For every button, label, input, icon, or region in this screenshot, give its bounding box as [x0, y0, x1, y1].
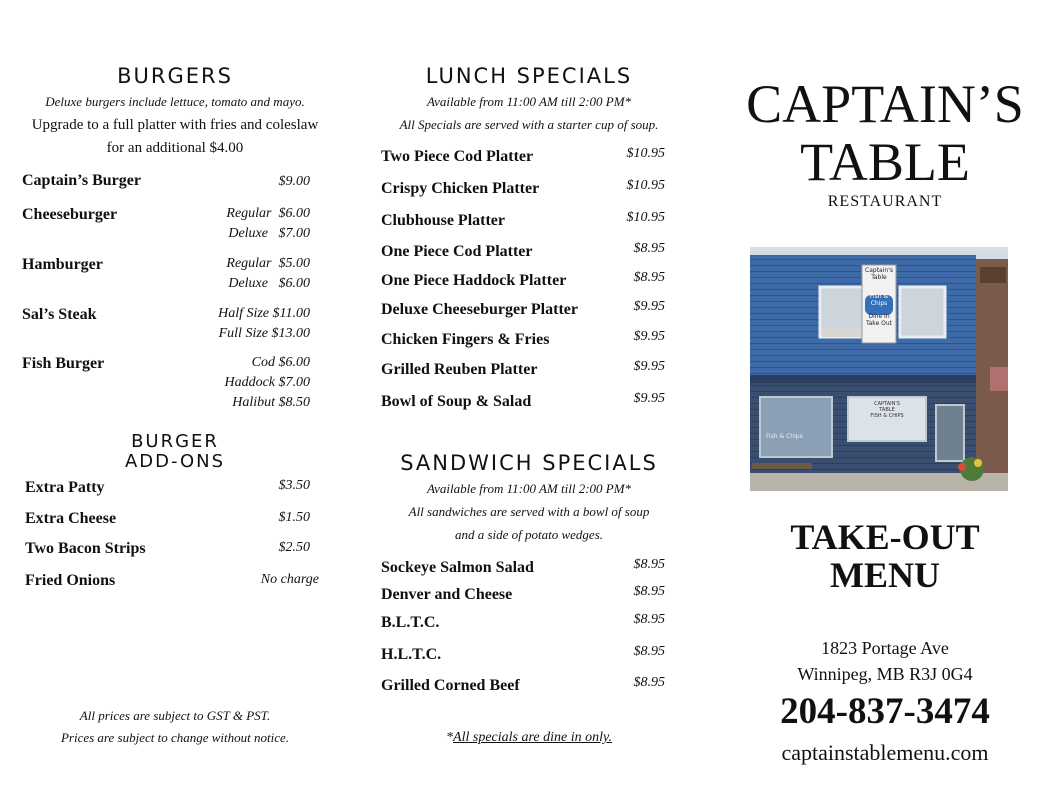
- burgers-deluxe-note: Deluxe burgers include lettuce, tomato and mayo.: [45, 94, 305, 109]
- dine-in-text: All specials are dine in only.: [453, 730, 612, 745]
- menu-item-name: Cheeseburger: [22, 206, 118, 223]
- menu-item-price-list: Cod $6.00 Haddock $7.00 Halibut $8.50: [224, 355, 310, 410]
- sandwich-specials-heading: SANDWICH SPECIALS: [400, 451, 658, 475]
- menu-item-price: $9.95: [633, 391, 665, 406]
- address-street: 1823 Portage Ave: [821, 638, 949, 658]
- addons-heading-line2: ADD-ONS: [124, 451, 226, 472]
- lunch-availability-note: Available from 11:00 AM till 2:00 PM*: [426, 94, 632, 109]
- menu-item-name: Hamburger: [22, 256, 103, 273]
- restaurant-name-line1: CAPTAIN’S: [746, 74, 1024, 134]
- dine-in-note: [372, 730, 686, 746]
- burgers-upgrade-price-note: for an additional $4.00: [106, 140, 244, 156]
- sandwich-availability-note: Available from 11:00 AM till 2:00 PM*: [426, 481, 632, 496]
- menu-item-name: Sockeye Salmon Salad: [381, 559, 534, 576]
- list-item: [381, 243, 665, 263]
- list-item: [381, 148, 665, 168]
- menu-item-price: $8.95: [633, 675, 665, 690]
- tax-note: All prices are subject to GST & PST.: [79, 708, 271, 723]
- menu-item-name: Crispy Chicken Platter: [381, 180, 540, 197]
- menu-item-price: $10.95: [626, 210, 665, 225]
- lunch-soup-note: All Specials are served with a starter cup of soup.: [399, 117, 659, 132]
- menu-item-price-list: Regular $5.00 Deluxe $6.00: [226, 256, 310, 291]
- menu-item-name: Chicken Fingers & Fries: [381, 331, 550, 348]
- burgers-heading: BURGERS: [117, 64, 233, 88]
- menu-item-price: $10.95: [626, 178, 665, 193]
- addon-price: No charge: [260, 572, 319, 587]
- menu-item-name: Sal’s Steak: [22, 306, 97, 323]
- burgers-upgrade-note: Upgrade to a full platter with fries and coleslaw: [31, 117, 319, 133]
- list-item: [381, 614, 665, 634]
- addon-price: $3.50: [278, 478, 310, 493]
- menu-item-price: $8.95: [633, 584, 665, 599]
- sandwich-wedges-note: and a side of potato wedges.: [454, 527, 604, 542]
- address-city: Winnipeg, MB R3J 0G4: [797, 664, 973, 684]
- menu-item-name: Grilled Corned Beef: [381, 677, 520, 694]
- lunch-specials-heading: LUNCH SPECIALS: [425, 64, 633, 88]
- menu-item-name: Clubhouse Platter: [381, 212, 505, 229]
- menu-item-name: Deluxe Cheeseburger Platter: [381, 301, 578, 318]
- menu-item-price: $9.95: [633, 329, 665, 344]
- menu-item-name: Denver and Cheese: [381, 586, 513, 603]
- menu-item-name: H.L.T.C.: [381, 646, 442, 663]
- storefront-window-lettering: CAPTAIN'S TABLE FISH & CHIPS: [870, 401, 904, 419]
- list-item: [381, 393, 665, 413]
- menu-item-name: One Piece Cod Platter: [381, 243, 533, 260]
- takeout-menu-title-line1: TAKE-OUT: [790, 517, 980, 557]
- addon-name: Two Bacon Strips: [25, 540, 146, 557]
- list-item: [381, 272, 665, 292]
- menu-item-price: $8.95: [633, 241, 665, 256]
- menu-item-price: $8.95: [633, 612, 665, 627]
- menu-item-name: One Piece Haddock Platter: [381, 272, 567, 289]
- menu-item-name: Bowl of Soup & Salad: [381, 393, 532, 410]
- menu-item-price: $9.00: [278, 174, 310, 189]
- storefront-sign: Captain's Table Fish & Chips Dine In Take Out: [865, 267, 893, 327]
- list-item: [381, 212, 665, 232]
- menu-item-price: $8.95: [633, 270, 665, 285]
- menu-item-price: $9.95: [633, 359, 665, 374]
- menu-item-name: B.L.T.C.: [381, 614, 440, 631]
- list-item: [381, 361, 665, 381]
- menu-item-price: $8.95: [633, 557, 665, 572]
- list-item: [381, 646, 665, 666]
- addon-price: $2.50: [278, 540, 310, 555]
- takeout-menu-title-line2: MENU: [830, 555, 940, 595]
- addon-name: Extra Cheese: [25, 510, 117, 527]
- phone-number[interactable]: 204-837-3474: [780, 691, 990, 732]
- list-item: [381, 301, 665, 321]
- list-item: [381, 677, 665, 697]
- addons-heading-line1: BURGER: [131, 431, 219, 452]
- menu-item-price: $8.95: [633, 644, 665, 659]
- menu-item-name: Grilled Reuben Platter: [381, 361, 538, 378]
- list-item: [381, 559, 665, 579]
- menu-item-price-list: Half Size $11.00 Full Size $13.00: [218, 306, 310, 341]
- list-item: [381, 331, 665, 351]
- storefront-window-fish-chips: Fish & Chips: [766, 433, 803, 440]
- restaurant-name-line2: TABLE: [800, 132, 970, 192]
- menu-item-price: $9.95: [633, 299, 665, 314]
- menu-item-name: Captain’s Burger: [22, 172, 141, 189]
- sandwich-soup-note: All sandwiches are served with a bowl of soup: [408, 504, 650, 519]
- menu-item-price: $10.95: [626, 146, 665, 161]
- menu-item-name: Fish Burger: [22, 355, 105, 372]
- menu-item-name: Two Piece Cod Platter: [381, 148, 534, 165]
- storefront-photo: [750, 247, 1008, 491]
- addon-name: Extra Patty: [25, 479, 105, 496]
- price-change-note: Prices are subject to change without notice.: [60, 730, 290, 745]
- dine-in-asterisk: *: [446, 730, 454, 745]
- menu-item-price-list: Regular $6.00 Deluxe $7.00: [226, 206, 310, 241]
- list-item: [381, 586, 665, 606]
- addon-name: Fried Onions: [25, 572, 116, 589]
- website-link[interactable]: captainstablemenu.com: [781, 740, 989, 765]
- restaurant-subtitle: RESTAURANT: [827, 193, 943, 210]
- list-item: [381, 180, 665, 200]
- addon-price: $1.50: [278, 510, 310, 525]
